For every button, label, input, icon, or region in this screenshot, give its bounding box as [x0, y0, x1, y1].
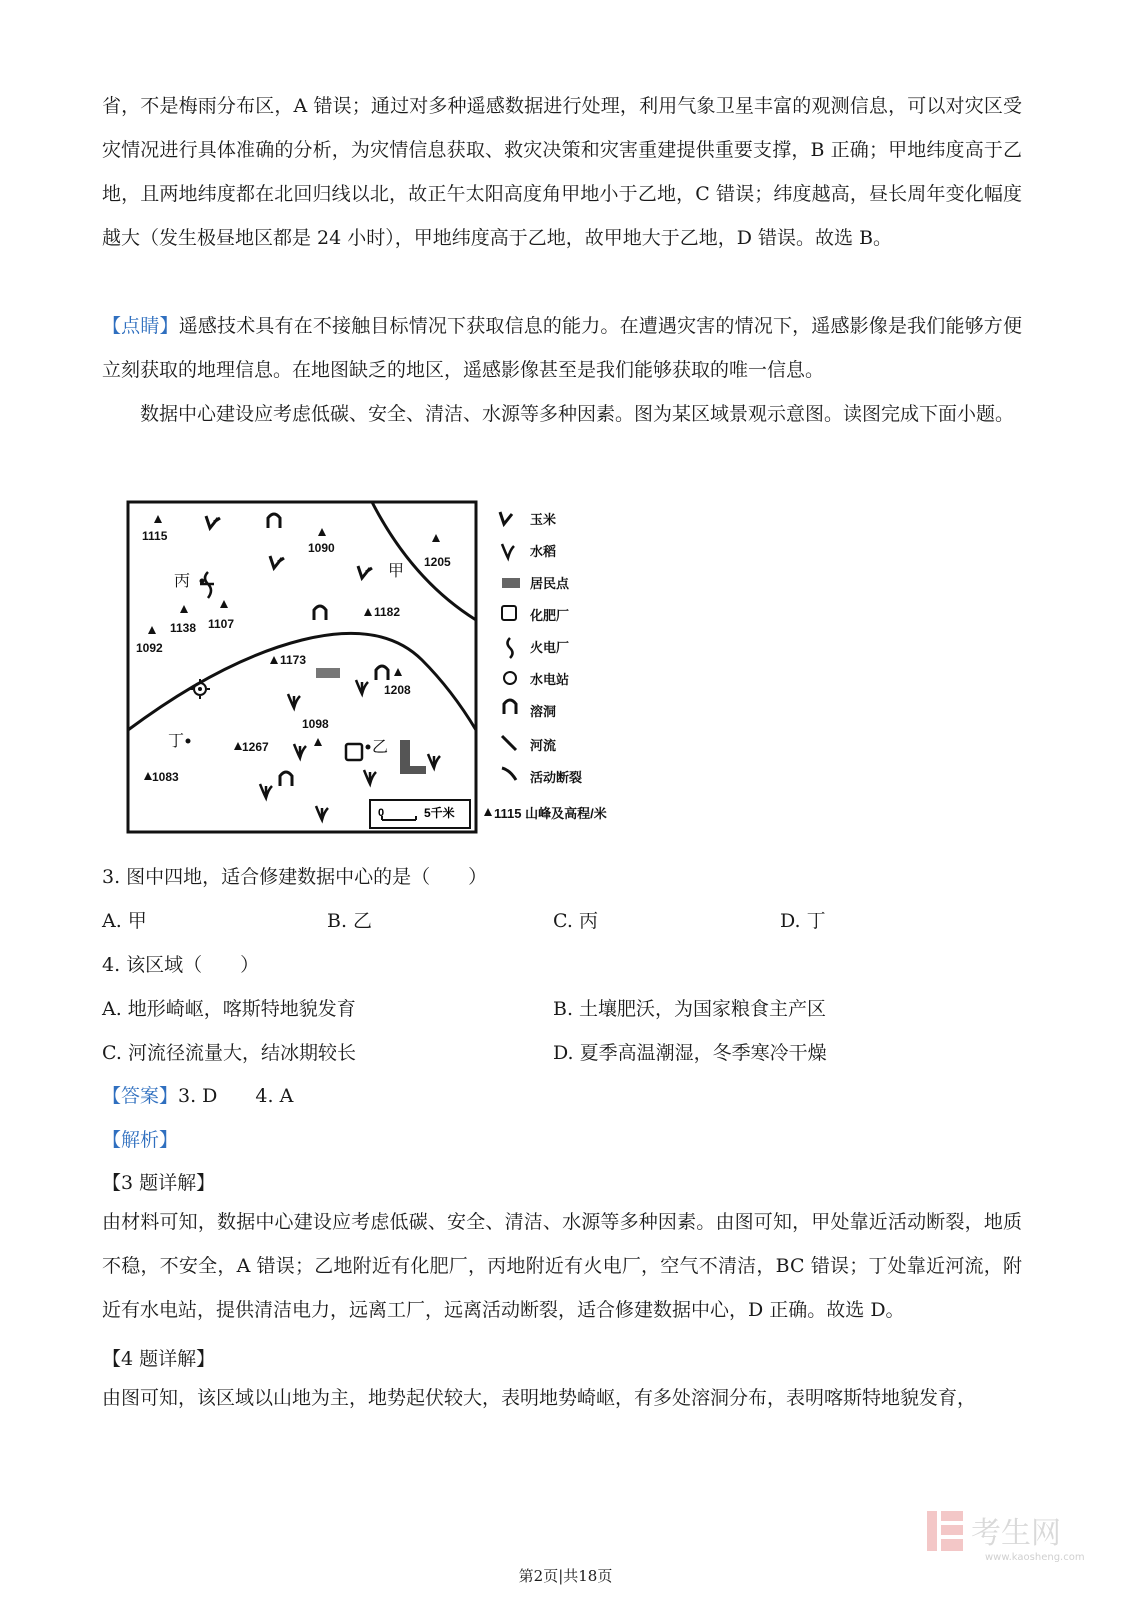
- cave-icon: [314, 606, 326, 620]
- landscape-map: [122, 500, 632, 840]
- peak-mark: [424, 534, 451, 569]
- intro-paragraph: 省，不是梅雨分布区，A 错误；通过对多种遥感数据进行处理，利用气象卫星丰富的观测信息，可以对灾区受灾情况进行具体准确的分析，为灾情信息获取、救灾决策和灾害重建提供重要支撑，B 正确；甲地纬度高于乙地，且两地纬度都在北回归线以北，故正午太阳高度角甲地小于乙地，C 错误；纬度越高，昼长周年变化幅度越大（发生极昼地区都是 24 小时），甲地纬度高于乙地，故甲地大于乙地，D 错误。故选 B。: [102, 95, 1022, 249]
- rice-icon: [356, 680, 368, 694]
- page-footer: 第2页|共18页: [518, 1567, 613, 1585]
- peak-mark: [208, 600, 234, 631]
- legend-hydro: 水电站: [530, 672, 570, 687]
- peak-mark: [136, 626, 163, 655]
- peak-mark: [364, 605, 400, 619]
- answer-line: [102, 1083, 293, 1109]
- detail3-label: 【3 题详解】: [102, 1172, 216, 1194]
- tip-text: 遥感技术具有在不接触目标情况下获取信息的能力。在遭遇灾害的情况下，遥感影像是我们能够方便立刻获取的地理信息。在地图缺乏的地区，遥感影像甚至是我们能够获取的唯一信息。: [102, 315, 1022, 381]
- peak-mark: [170, 605, 196, 635]
- q4-option-c: C. 河流径流量大，结冰期较长: [102, 1042, 356, 1064]
- scale-bar: [370, 800, 470, 828]
- svg-text:1205: 1205: [424, 555, 451, 569]
- q4-option-d: D. 夏季高温潮湿，冬季寒冷干燥: [553, 1042, 827, 1064]
- analysis-label: 【解析】: [102, 1129, 179, 1151]
- q4-stem: 4. 该区域（ ）: [102, 954, 260, 976]
- peak-mark: [308, 528, 335, 555]
- tip-label: 【点睛】: [102, 315, 179, 337]
- cave-icon: [280, 772, 292, 786]
- answer-value: 3. D 4. A: [178, 1085, 294, 1107]
- svg-text:1173: 1173: [280, 653, 307, 667]
- settlement-icon: [316, 668, 340, 678]
- q3-option-d: D. 丁: [780, 910, 826, 932]
- answer-label: 【答案】: [102, 1085, 179, 1107]
- q4-option-b: B. 土壤肥沃，为国家粮食主产区: [553, 998, 827, 1020]
- legend-river: 河流: [530, 738, 557, 753]
- svg-text:0: 0: [378, 807, 385, 819]
- kaosheng-watermark: [925, 1505, 1110, 1565]
- peak-mark: [144, 770, 179, 784]
- peak-mark: [234, 740, 269, 754]
- q3-option-b: B. 乙: [327, 910, 373, 932]
- legend-rice: 水稻: [530, 544, 557, 559]
- rice-icon: [294, 744, 306, 758]
- legend-settlement: 居民点: [530, 576, 570, 591]
- rice-icon: [316, 806, 328, 820]
- peak-mark: [302, 717, 329, 746]
- legend-fault: 活动断裂: [530, 770, 583, 785]
- detail4-label: 【4 题详解】: [102, 1348, 216, 1370]
- legend-thermal: 火电厂: [530, 640, 570, 655]
- legend: [484, 512, 607, 821]
- svg-text:1083: 1083: [152, 770, 179, 784]
- legend-peak: 1115 山峰及高程/米: [494, 806, 607, 821]
- svg-text:1267: 1267: [242, 740, 269, 754]
- place-bing: 丙: [174, 571, 191, 590]
- rice-icon: [364, 770, 376, 784]
- svg-text:1092: 1092: [136, 641, 163, 655]
- detail4-text: 由图可知，该区域以山地为主，地势起伏较大，表明地势崎岖，有多处溶洞分布，表明喀斯特地貌发育，: [102, 1387, 977, 1409]
- q3-stem: 3. 图中四地，适合修建数据中心的是（ ）: [102, 866, 488, 888]
- svg-text:考生网: 考生网: [971, 1516, 1061, 1551]
- corn-icon: [358, 566, 372, 578]
- svg-text:1098: 1098: [302, 717, 329, 731]
- legend-cave: 溶洞: [530, 704, 557, 719]
- rice-icon: [288, 694, 300, 708]
- q3-option-a: A. 甲: [102, 910, 147, 932]
- legend-fertilizer: 化肥厂: [530, 608, 570, 623]
- corn-icons: [206, 516, 372, 578]
- rice-icon: [428, 754, 440, 768]
- q4-option-a: A. 地形崎岖，喀斯特地貌发育: [102, 998, 356, 1020]
- material-paragraph: 数据中心建设应考虑低碳、安全、清洁、水源等多种因素。图为某区域景观示意图。读图完成下面小题。: [140, 403, 1015, 425]
- corn-icon: [270, 556, 284, 568]
- svg-text:1208: 1208: [384, 683, 411, 697]
- detail3-text: 由材料可知，数据中心建设应考虑低碳、安全、清洁、水源等多种因素。由图可知，甲处靠近活动断裂，地质不稳，不安全，A 错误；乙地附近有化肥厂，丙地附近有火电厂，空气不清洁，BC 错误；丁处靠近河流，附近有水电站，提供清洁电力，远离工厂，远离活动断裂，适合修建数据中心，D 正确。故选 D。: [102, 1211, 1022, 1321]
- hydropower-station-icon: [190, 679, 210, 699]
- tip-paragraph: [102, 304, 1022, 392]
- cave-icon: [376, 666, 388, 680]
- thermal-plant-icon: [200, 572, 214, 598]
- rice-icon: [260, 784, 272, 798]
- svg-text:5千米: 5千米: [424, 806, 455, 820]
- legend-corn: 玉米: [530, 512, 557, 527]
- peak-mark: [270, 653, 306, 667]
- svg-text:1107: 1107: [208, 617, 235, 631]
- svg-text:1090: 1090: [308, 541, 335, 555]
- corn-icon: [206, 516, 220, 528]
- cave-icon: [268, 514, 280, 528]
- settlement-icon: [400, 740, 426, 774]
- svg-text:1182: 1182: [374, 605, 401, 619]
- place-jia: 甲: [388, 561, 405, 580]
- place-ding: 丁: [168, 731, 185, 750]
- place-yi: 乙: [372, 737, 389, 756]
- q3-option-c: C. 丙: [553, 910, 598, 932]
- svg-text:1138: 1138: [170, 621, 197, 635]
- svg-text:1115: 1115: [142, 529, 168, 543]
- river-line: [128, 633, 476, 730]
- svg-text:www.kaosheng.com: www.kaosheng.com: [985, 1552, 1085, 1563]
- fertilizer-plant-icon: [346, 744, 362, 760]
- peak-mark: [142, 515, 168, 543]
